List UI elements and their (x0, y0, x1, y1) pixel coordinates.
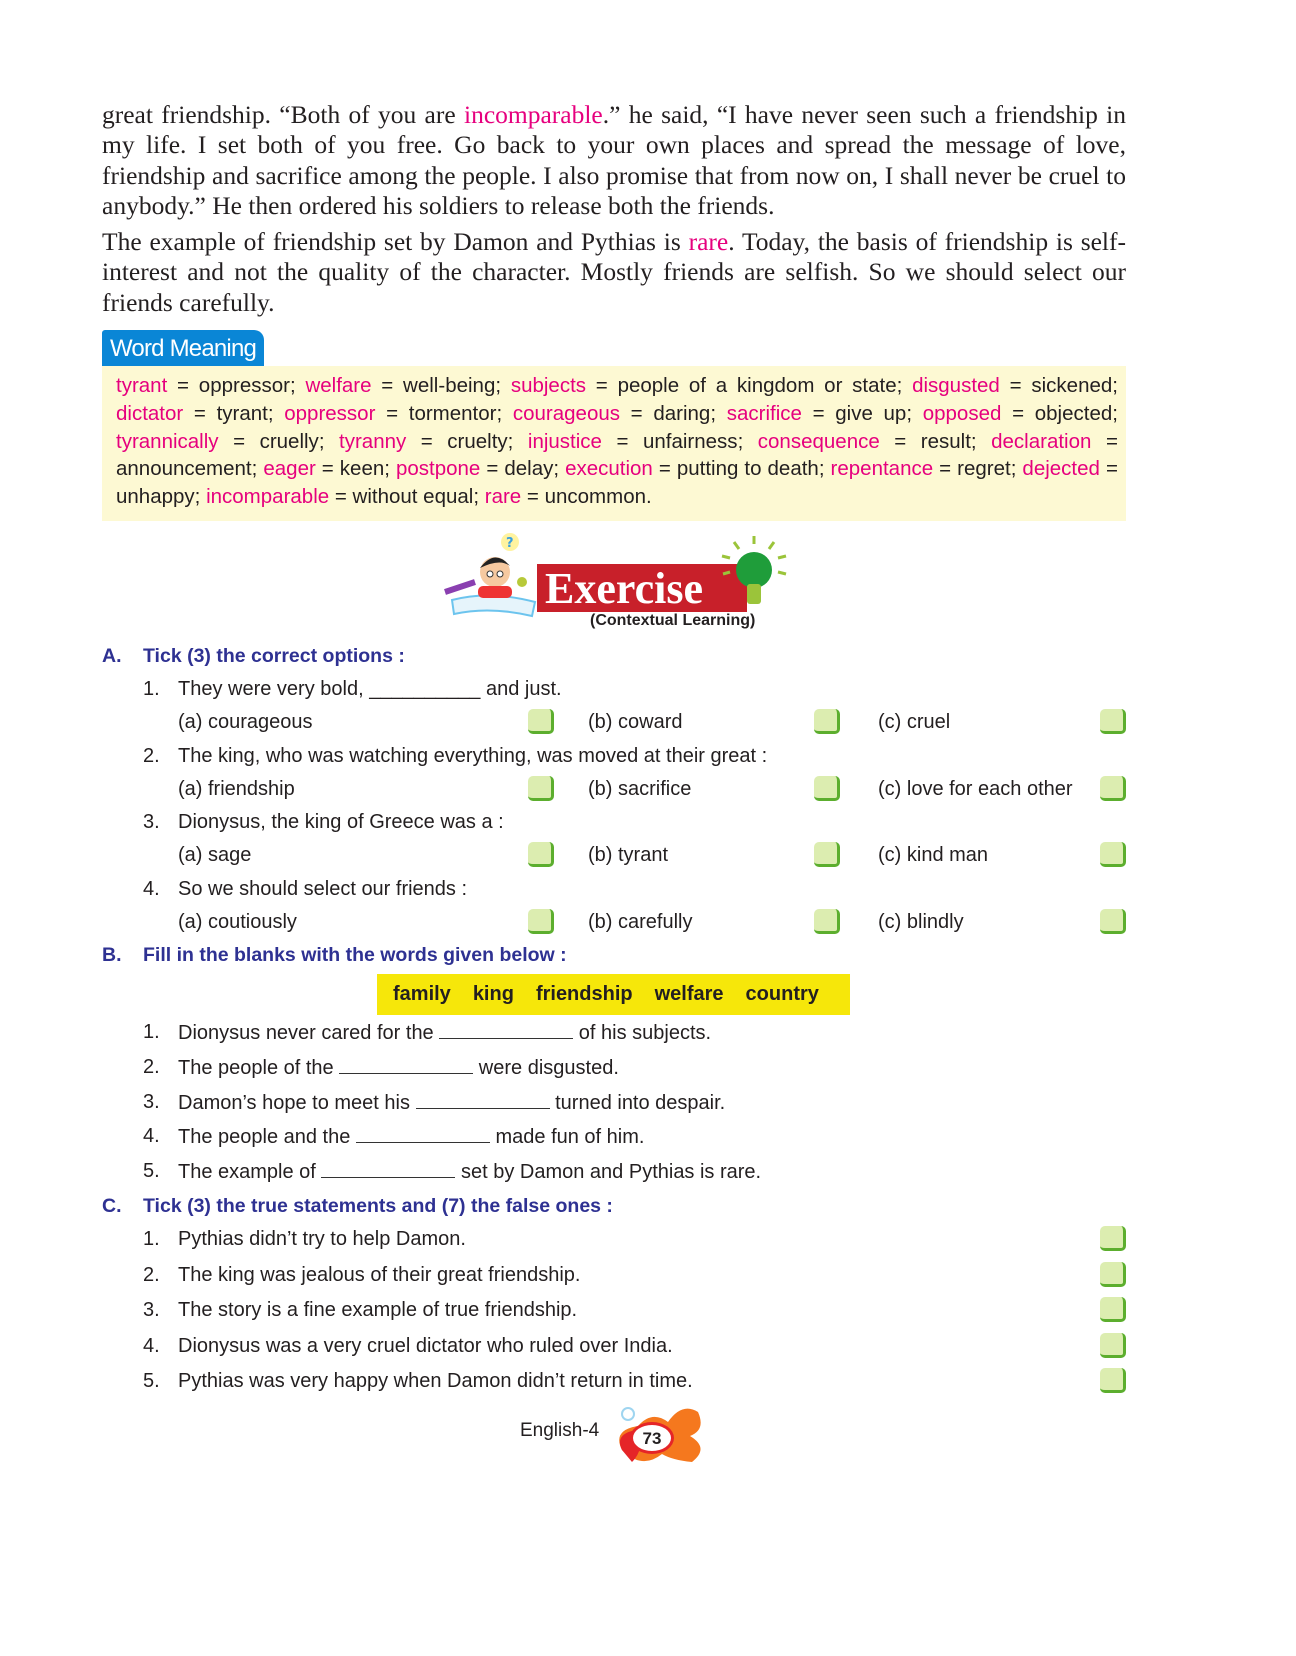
true-false-checkbox[interactable] (1100, 1226, 1126, 1251)
text-before-blank: The people of the (178, 1056, 340, 1079)
glossary-definition: give up (835, 401, 907, 425)
item-text (178, 1091, 725, 1115)
question-number: 1. (143, 678, 160, 700)
glossary-term: rare (484, 485, 522, 509)
option-a: (a) sage (178, 844, 252, 866)
glossary-definition: sickened (1031, 374, 1113, 397)
glossary-definition: regret (957, 457, 1011, 481)
item-number: 5. (143, 1370, 160, 1392)
option-b: (b) carefully (588, 910, 693, 933)
option-b: (b) tyrant (588, 844, 669, 866)
item-number: 4. (143, 1334, 160, 1357)
glossary-term: oppressor (284, 401, 376, 425)
glossary-term: dictator (116, 401, 184, 425)
glossary-term: disgusted (912, 374, 1000, 397)
word-bank-item: welfare (654, 983, 724, 1005)
option-a-checkbox[interactable] (528, 909, 554, 934)
glossary-term: subjects (510, 374, 587, 397)
highlighted-word: incomparable (463, 100, 603, 129)
lightbulb-icon (720, 534, 790, 614)
glossary-term: tyrant (116, 374, 168, 397)
blank-field[interactable] (339, 1056, 473, 1074)
text-after-blank: set by Damon and Pythias is rare. (455, 1161, 762, 1184)
text-after-blank: turned into despair. (549, 1091, 726, 1114)
glossary-definition: keen (339, 457, 385, 481)
option-c: (c) blindly (878, 910, 964, 933)
option-c-checkbox[interactable] (1100, 842, 1126, 867)
option-b-checkbox[interactable] (814, 709, 840, 734)
exercise-title: Exercise (537, 564, 747, 612)
option-a-checkbox[interactable] (528, 776, 554, 801)
true-false-checkbox[interactable] (1100, 1297, 1126, 1322)
text-before-blank: The people and the (178, 1126, 356, 1149)
statement-text: Pythias didn’t try to help Damon. (178, 1228, 466, 1250)
word-bank-item: friendship (535, 983, 633, 1005)
glossary-term: postpone (395, 457, 481, 481)
blank-field[interactable] (356, 1125, 490, 1143)
text-after-blank: made fun of him. (489, 1126, 645, 1149)
item-text (178, 1125, 644, 1149)
option-c-checkbox[interactable] (1100, 709, 1126, 734)
statement-text: The story is a fine example of true friendship. (178, 1299, 578, 1321)
option-b-checkbox[interactable] (814, 909, 840, 934)
glossary-definition: well-being (403, 374, 496, 397)
glossary-definition: putting to death (676, 457, 819, 481)
question-number: 4. (143, 877, 160, 900)
glossary-term: declaration (991, 429, 1092, 453)
glossary-term: tyranny (339, 429, 407, 453)
glossary-definition: without equal (352, 485, 474, 509)
glossary-term: consequence (757, 429, 880, 453)
option-a-checkbox[interactable] (528, 842, 554, 867)
item-number: 5. (143, 1160, 160, 1183)
glossary-term: repentance (830, 457, 934, 481)
highlighted-word: rare (688, 227, 729, 257)
word-bank-item: country (745, 983, 819, 1005)
text: . Today, the basis of friendship is self-interest and not the quality of the character. Mostly friends are selfish. So we should select our friends carefully. (102, 227, 1127, 317)
glossary-definition: unfairness (642, 429, 738, 453)
question-text: Dionysus, the king of Greece was a : (178, 811, 504, 833)
item-number: 1. (143, 1228, 160, 1250)
glossary-definition: daring (653, 401, 711, 425)
text-before-blank: The example of (178, 1161, 322, 1184)
option-c: (c) kind man (878, 844, 989, 866)
glossary-definition: cruelly (259, 429, 319, 453)
exercise-subtitle: (Contextual Learning) (590, 612, 756, 629)
item-number: 1. (143, 1021, 160, 1043)
question-text: So we should select our friends : (178, 877, 468, 900)
text-after-blank: of his subjects. (573, 1022, 712, 1044)
option-b: (b) sacrifice (588, 777, 692, 800)
glossary-definition: result (920, 429, 971, 453)
text-before-blank: Damon’s hope to meet his (178, 1091, 416, 1114)
word-bank (377, 974, 850, 1015)
text: The example of friendship set by Damon and Pythias is (102, 227, 689, 257)
text-after-blank: were disgusted. (473, 1056, 619, 1079)
glossary-term: eager (263, 457, 316, 481)
glossary-definition: announcement (116, 457, 252, 481)
option-a: (a) friendship (178, 777, 295, 800)
option-b-checkbox[interactable] (814, 776, 840, 801)
word-meaning-box: tyrant = oppressor; welfare = well-being; subjects = people of a kingdom or state; disgusted = sickened; dictator = tyrant; oppressor = tormentor; courageous = daring; sacrifice = give up; opposed = objected; tyrannically = cruelly; tyranny = cruelty; injustice = unfairness; consequence = result; declaration = announcement; eager = keen; postpone = delay; execution = putting to death; repentance = regret; dejected = unhappy; incomparable = without equal; rare = uncommon. (102, 366, 1126, 521)
word-bank-item: king (472, 983, 514, 1005)
option-c-checkbox[interactable] (1100, 776, 1126, 801)
item-number: 2. (143, 1055, 160, 1078)
option-a-checkbox[interactable] (528, 709, 554, 734)
item-number: 3. (143, 1299, 160, 1321)
item-text (178, 1056, 619, 1080)
text: .” he said, “I have never seen such a friendship in my life. I set both of you free. Go back to your own places and spread the message of love, friendship and sacrifice among the people. I also promise that from now on, I shall never be cruel to anybody.” He then ordered his soldiers to release both the friends. (102, 100, 1127, 220)
question-number: 3. (143, 811, 160, 833)
option-b-checkbox[interactable] (814, 842, 840, 867)
text-before-blank: Dionysus never cared for the (178, 1022, 440, 1044)
word-bank-item: family (393, 983, 451, 1005)
question-text: They were very bold, __________ and just. (178, 678, 562, 700)
story-text (102, 100, 1126, 324)
boy-reading-icon (440, 530, 540, 620)
option-b: (b) coward (588, 711, 683, 733)
true-false-checkbox[interactable] (1100, 1262, 1126, 1287)
statement-text: Pythias was very happy when Damon didn’t return in time. (178, 1370, 693, 1392)
glossary-definition: uncommon (544, 485, 647, 509)
story-paragraph-2 (102, 227, 1126, 318)
item-number: 2. (143, 1263, 160, 1286)
item-text (178, 1160, 761, 1184)
glossary-definition: oppressor (198, 374, 290, 397)
glossary-term: sacrifice (726, 401, 802, 425)
glossary-definition: unhappy (116, 485, 195, 509)
glossary-term: injustice (527, 429, 602, 453)
glossary-term: execution (565, 457, 653, 481)
glossary-definition: tyrant (216, 401, 268, 425)
option-a: (a) coutiously (178, 910, 297, 933)
text: great friendship. “Both of you are (102, 100, 464, 129)
item-number: 3. (143, 1090, 160, 1113)
item-text (178, 1021, 711, 1045)
item-number: 4. (143, 1125, 160, 1148)
glossary-definition: tormentor (408, 401, 497, 425)
glossary-definition: objected (1034, 401, 1113, 425)
true-false-checkbox[interactable] (1100, 1333, 1126, 1358)
story-paragraph-1 (102, 100, 1126, 221)
option-c: (c) love for each other (878, 777, 1073, 800)
option-c: (c) cruel (878, 711, 951, 733)
glossary-term: opposed (922, 401, 1002, 425)
exercise-header (440, 530, 790, 638)
book-name: English-4 (520, 1420, 600, 1441)
option-c-checkbox[interactable] (1100, 909, 1126, 934)
glossary-definition: cruelty (447, 429, 508, 453)
blank-field[interactable] (321, 1160, 455, 1178)
question-number: 2. (143, 744, 160, 767)
statement-text: The king was jealous of their great friendship. (178, 1263, 581, 1286)
glossary-term: welfare (305, 374, 372, 397)
blank-field[interactable] (416, 1091, 550, 1109)
glossary-term: dejected (1022, 457, 1100, 481)
glossary-definition: people of a kingdom or state (617, 374, 897, 397)
question-text: The king, who was watching everything, was moved at their great : (178, 744, 768, 767)
glossary-term: incomparable (206, 485, 330, 509)
statement-text: Dionysus was a very cruel dictator who ruled over India. (178, 1334, 673, 1357)
true-false-checkbox[interactable] (1100, 1368, 1126, 1393)
glossary-term: courageous (512, 401, 620, 425)
glossary-definition: delay (504, 457, 554, 481)
option-a: (a) courageous (178, 711, 313, 733)
page-number: 73 (630, 1422, 674, 1454)
page-footer (520, 1400, 720, 1470)
word-meaning-title: Word Meaning (102, 330, 264, 368)
glossary-term: tyrannically (116, 429, 219, 453)
svg-text:?: ? (506, 536, 514, 551)
blank-field[interactable] (439, 1021, 573, 1039)
